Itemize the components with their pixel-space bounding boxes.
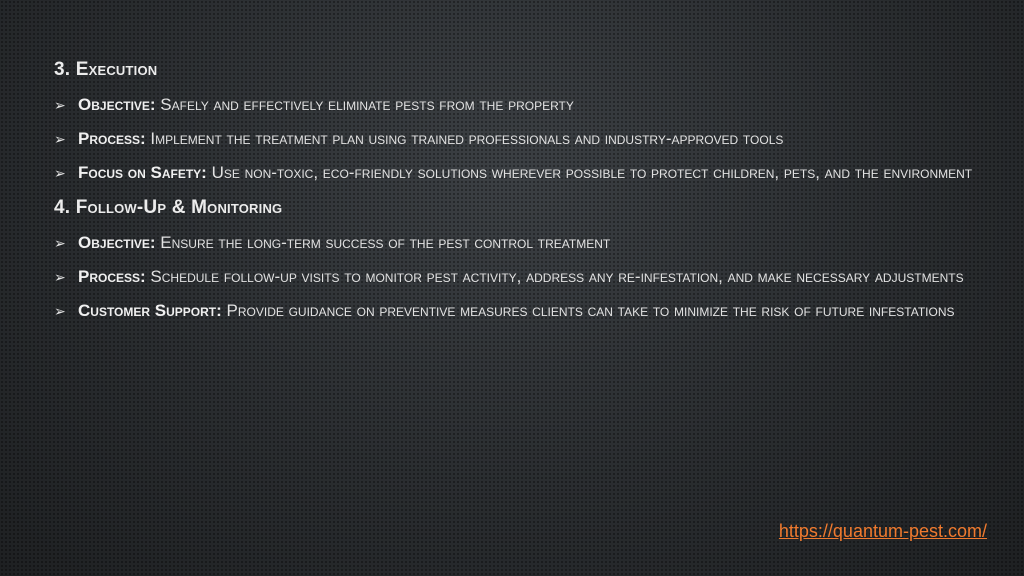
bullet-execution-safety [54,160,986,186]
bullet-label: Customer Support: [78,301,227,320]
bullet-followup-process [54,264,986,290]
arrow-bullet-icon: ➢ [54,235,66,251]
bullet-text: Schedule follow-up visits to monitor pest activity, address any re-infestation, and make necessary adjustments [150,267,964,286]
bullet-text: Provide guidance on preventive measures clients can take to minimize the risk of future infestations [226,301,955,320]
bullet-execution-process [54,126,986,152]
bullet-text: Use non-toxic, eco-friendly solutions wherever possible to protect children, pets, and the environment [211,163,973,182]
bullet-label: Process: [78,129,151,148]
bullet-followup-objective [54,230,986,256]
website-link[interactable]: https://quantum-pest.com/ [778,521,987,541]
arrow-bullet-icon: ➢ [54,97,66,113]
bullet-followup-customer-support [54,298,986,324]
arrow-bullet-icon: ➢ [54,131,66,147]
bullet-label: Focus on Safety: [78,163,212,182]
arrow-bullet-icon: ➢ [54,303,66,319]
bullet-label: Process: [78,267,151,286]
bullet-label: Objective: [78,233,161,252]
bullet-execution-objective [54,92,986,118]
bullet-text: Ensure the long-term success of the pest control treatment [160,233,611,252]
bullet-label: Objective: [78,95,161,114]
arrow-bullet-icon: ➢ [54,165,66,181]
section-heading-execution: 3. Execution [54,59,158,80]
arrow-bullet-icon: ➢ [54,269,66,285]
slide-content [54,56,986,332]
section-heading-follow-up: 4. Follow-Up & Monitoring [54,197,283,218]
bullet-text: Safely and effectively eliminate pests from the property [160,95,574,114]
bullet-text: Implement the treatment plan using trained professionals and industry-approved tools [150,129,784,148]
